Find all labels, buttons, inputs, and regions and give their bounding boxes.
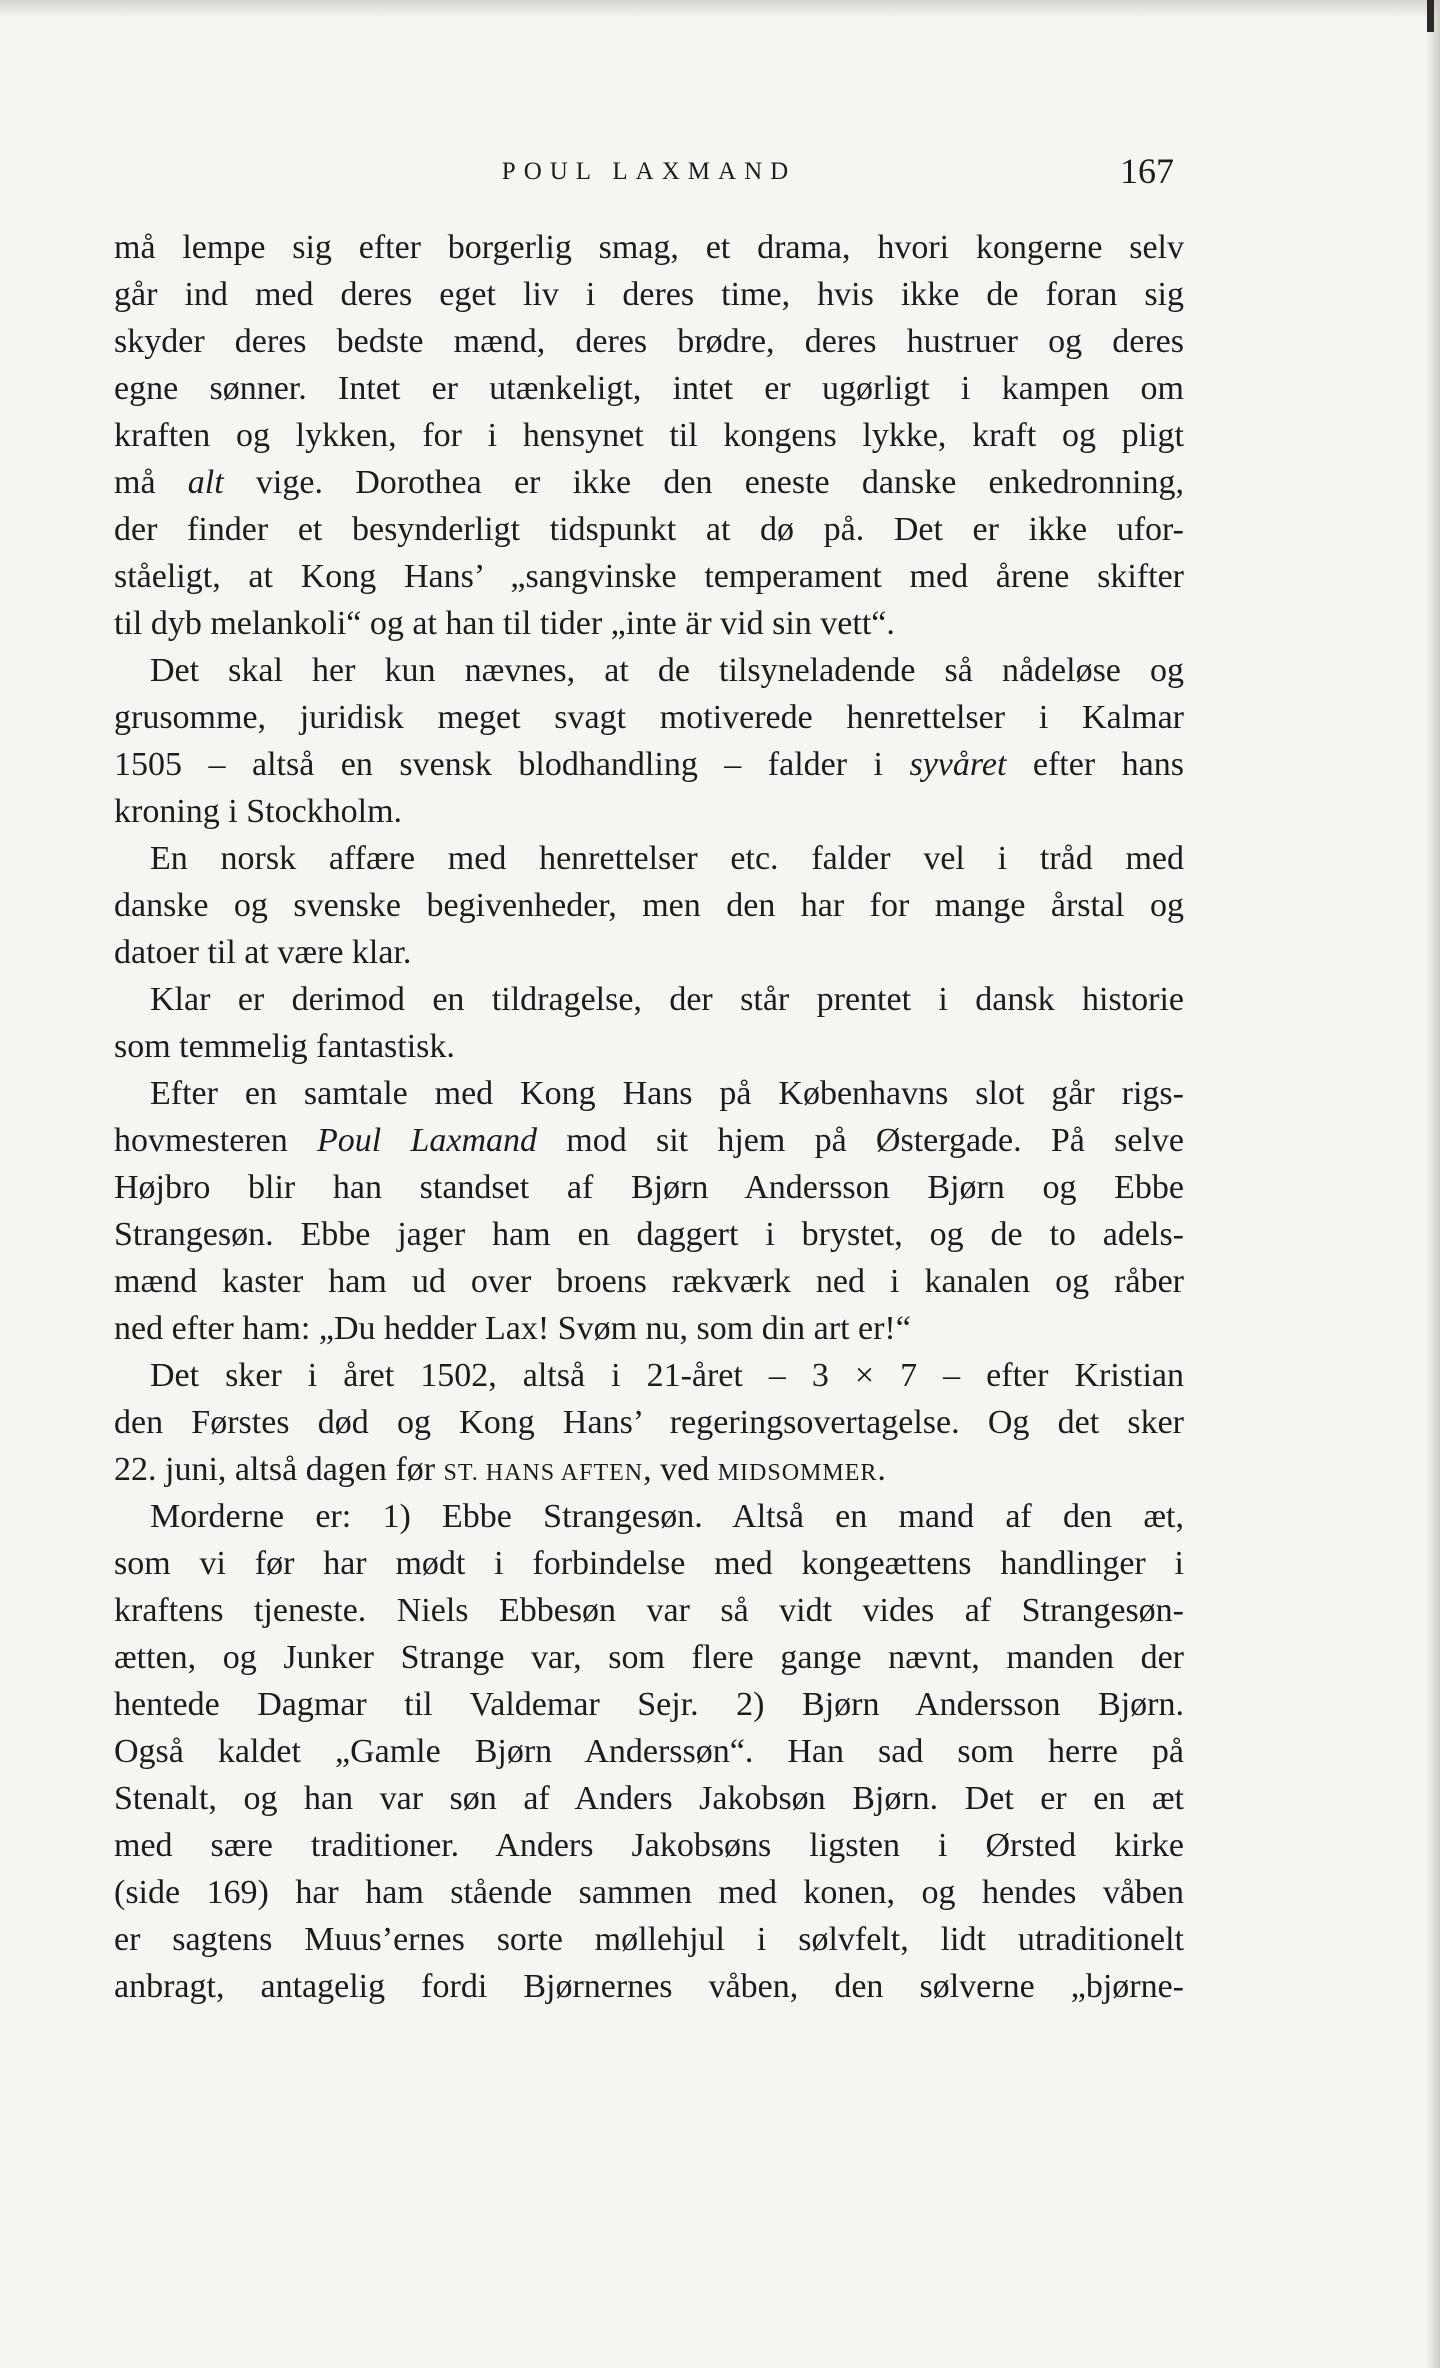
- small-caps-text: ST. HANS AFTEN: [443, 1460, 644, 1486]
- text-line: [114, 459, 1184, 506]
- text-line: der finder et besynderligt tidspunkt at dø på. Det er ikke ufor-: [114, 511, 1184, 548]
- text-line: Efter en samtale med Kong Hans på Københavns slot går rigs-: [150, 1075, 1184, 1112]
- text-run: , ved: [643, 1451, 718, 1488]
- binding-mark: [1427, 0, 1434, 32]
- text-run: 1505 – altså en svensk blodhandling – falder i: [114, 746, 910, 783]
- text-line: anbragt, antagelig fordi Bjørnernes våben, den sølverne „bjørne-: [114, 1968, 1184, 2005]
- italic-text: syvåret: [909, 746, 1007, 783]
- text-line: En norsk affære med henrettelser etc. falder vel i tråd med: [150, 840, 1184, 877]
- text-line: [114, 741, 1184, 788]
- text-line: Strangesøn. Ebbe jager ham en daggert i brystet, og de to adels-: [114, 1216, 1184, 1253]
- text-line: ned efter ham: „Du hedder Lax! Svøm nu, som din art er!“: [114, 1310, 911, 1347]
- text-line: som vi før har mødt i forbindelse med kongeættens handlinger i: [114, 1545, 1184, 1582]
- text-run: efter hans: [1006, 746, 1184, 783]
- page-number: 167: [1120, 151, 1174, 191]
- text-line: med sære traditioner. Anders Jakobsøns ligsten i Ørsted kirke: [114, 1827, 1184, 1864]
- text-run: mod sit hjem på Østergade. På selve: [537, 1122, 1185, 1159]
- text-line: som temmelig fantastisk.: [114, 1028, 455, 1065]
- text-line: Højbro blir han standset af Bjørn Andersson Bjørn og Ebbe: [114, 1169, 1184, 1206]
- text-line: kraftens tjeneste. Niels Ebbesøn var så vidt vides af Strangesøn-: [114, 1592, 1184, 1629]
- text-line: Morderne er: 1) Ebbe Strangesøn. Altså en mand af den æt,: [150, 1498, 1184, 1535]
- text-run: hovmesteren: [114, 1122, 317, 1159]
- text-run: må: [114, 464, 188, 501]
- page-top-shadow: [0, 0, 1440, 18]
- text-line: Også kaldet „Gamle Bjørn Anderssøn“. Han sad som herre på: [114, 1733, 1184, 1770]
- text-line: [114, 1117, 1184, 1164]
- text-line: ætten, og Junker Strange var, som flere gange nævnt, manden der: [114, 1639, 1184, 1676]
- text-run: .: [877, 1451, 886, 1488]
- text-run: vige. Dorothea er ikke den eneste danske enkedronning,: [223, 464, 1184, 501]
- text-run: 22. juni, altså dagen før: [114, 1451, 444, 1488]
- text-line: kroning i Stockholm.: [114, 793, 403, 830]
- text-line: datoer til at være klar.: [114, 934, 412, 971]
- text-line: kraften og lykken, for i hensynet til kongens lykke, kraft og pligt: [114, 417, 1184, 454]
- text-line: Stenalt, og han var søn af Anders Jakobsøn Bjørn. Det er en æt: [114, 1780, 1184, 1817]
- body-text: [114, 224, 1184, 2010]
- text-line: [114, 1446, 1184, 1493]
- running-title: POUL LAXMAND: [501, 158, 797, 185]
- italic-text: Poul Laxmand: [316, 1122, 538, 1159]
- text-line: skyder deres bedste mænd, deres brødre, deres hustruer og deres: [114, 323, 1184, 360]
- text-line: (side 169) har ham stående sammen med konen, og hendes våben: [114, 1874, 1184, 1911]
- text-line: Klar er derimod en tildragelse, der står prentet i dansk historie: [150, 981, 1184, 1018]
- page-right-shadow: [1426, 0, 1440, 2368]
- text-line: Det skal her kun nævnes, at de tilsyneladende så nådeløse og: [150, 652, 1184, 689]
- text-line: er sagtens Muus’ernes sorte møllehjul i sølvfelt, lidt utraditionelt: [114, 1921, 1184, 1958]
- text-line: går ind med deres eget liv i deres time, hvis ikke de foran sig: [114, 276, 1184, 313]
- text-line: til dyb melankoli“ og at han til tider „inte är vid sin vett“.: [114, 605, 895, 642]
- text-line: grusomme, juridisk meget svagt motiverede henrettelser i Kalmar: [114, 699, 1184, 736]
- italic-text: alt: [187, 464, 224, 501]
- text-line: må lempe sig efter borgerlig smag, et drama, hvori kongerne selv: [114, 229, 1184, 266]
- text-line: mænd kaster ham ud over broens rækværk ned i kanalen og råber: [114, 1263, 1184, 1300]
- text-line: den Førstes død og Kong Hans’ regeringsovertagelse. Og det sker: [114, 1404, 1184, 1441]
- small-caps-text: MIDSOMMER: [717, 1460, 878, 1486]
- text-line: egne sønner. Intet er utænkeligt, intet er ugørligt i kampen om: [114, 370, 1184, 407]
- text-line: hentede Dagmar til Valdemar Sejr. 2) Bjørn Andersson Bjørn.: [114, 1686, 1184, 1723]
- running-head: [114, 150, 1184, 200]
- text-line: Det sker i året 1502, altså i 21-året – 3 × 7 – efter Kristian: [150, 1357, 1184, 1394]
- text-line: danske og svenske begivenheder, men den har for mange årstal og: [114, 887, 1184, 924]
- text-line: ståeligt, at Kong Hans’ „sangvinske temperament med årene skifter: [114, 558, 1184, 595]
